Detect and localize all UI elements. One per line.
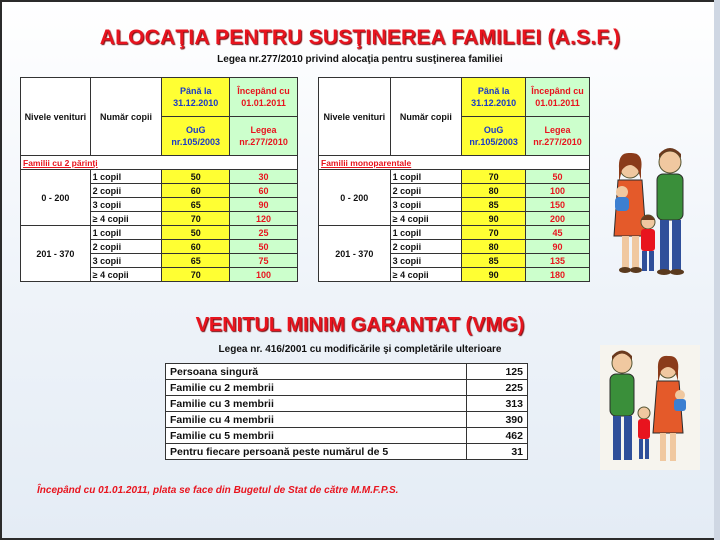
new-amount: 50 bbox=[230, 240, 298, 254]
old-amount: 60 bbox=[162, 240, 230, 254]
table-row bbox=[166, 364, 528, 380]
children-count: 3 copii bbox=[90, 254, 162, 268]
old-amount: 80 bbox=[462, 240, 526, 254]
vmg-value: 125 bbox=[467, 364, 528, 380]
vmg-label: Familie cu 2 membrii bbox=[166, 380, 467, 396]
range-label: 0 - 200 bbox=[319, 170, 391, 226]
section-label: Familii monoparentale bbox=[319, 156, 462, 170]
header-pana-la: Până la 31.12.2010 bbox=[162, 78, 230, 117]
header-oug: OuG nr.105/2003 bbox=[462, 117, 526, 156]
range-label: 201 - 370 bbox=[319, 226, 391, 282]
children-count: 1 copil bbox=[90, 226, 162, 240]
family-with-two-parents-icon bbox=[600, 140, 700, 290]
table-row bbox=[166, 412, 528, 428]
new-amount: 75 bbox=[230, 254, 298, 268]
old-amount: 60 bbox=[162, 184, 230, 198]
header-pana-la: Până la 31.12.2010 bbox=[462, 78, 526, 117]
header-incepand: Începând cu 01.01.2011 bbox=[230, 78, 298, 117]
children-count: 1 copil bbox=[390, 226, 462, 240]
vmg-value: 313 bbox=[467, 396, 528, 412]
children-count: 2 copii bbox=[390, 240, 462, 254]
header-numar-copii: Număr copii bbox=[90, 78, 162, 156]
range-label: 201 - 370 bbox=[21, 226, 91, 282]
footer-note: Începând cu 01.01.2011, plata se face din Bugetul de Stat de către M.M.F.P.S. bbox=[37, 485, 399, 496]
children-count: ≥ 4 copii bbox=[90, 212, 162, 226]
new-amount: 120 bbox=[230, 212, 298, 226]
children-count: ≥ 4 copii bbox=[390, 268, 462, 282]
children-count: 3 copii bbox=[390, 198, 462, 212]
asf-table-two-parents bbox=[20, 77, 298, 282]
vmg-table bbox=[165, 363, 528, 460]
new-amount: 135 bbox=[526, 254, 590, 268]
vmg-label: Pentru fiecare persoană peste numărul de 5 bbox=[166, 444, 467, 460]
vmg-label: Familie cu 3 membrii bbox=[166, 396, 467, 412]
header-legea: Legea nr.277/2010 bbox=[526, 117, 590, 156]
header-numar-copii: Număr copii bbox=[390, 78, 462, 156]
vmg-value: 390 bbox=[467, 412, 528, 428]
new-amount: 60 bbox=[230, 184, 298, 198]
children-count: ≥ 4 copii bbox=[90, 268, 162, 282]
page-title: ALOCAŢIA PENTRU SUSŢINEREA FAMILIEI (A.S.F.) bbox=[99, 26, 621, 49]
old-amount: 90 bbox=[462, 268, 526, 282]
old-amount: 70 bbox=[462, 226, 526, 240]
table-row bbox=[166, 428, 528, 444]
section-label: Familii cu 2 părinţi bbox=[21, 156, 162, 170]
table-row bbox=[166, 444, 528, 460]
header-incepand: Începând cu 01.01.2011 bbox=[526, 78, 590, 117]
old-amount: 70 bbox=[162, 212, 230, 226]
new-amount: 25 bbox=[230, 226, 298, 240]
children-count: 1 copil bbox=[90, 170, 162, 184]
vmg-value: 31 bbox=[467, 444, 528, 460]
children-count: 2 copii bbox=[390, 184, 462, 198]
old-amount: 85 bbox=[462, 254, 526, 268]
new-amount: 200 bbox=[526, 212, 590, 226]
children-count: 2 copii bbox=[90, 184, 162, 198]
old-amount: 70 bbox=[162, 268, 230, 282]
old-amount: 50 bbox=[162, 226, 230, 240]
children-count: ≥ 4 copii bbox=[390, 212, 462, 226]
old-amount: 90 bbox=[462, 212, 526, 226]
new-amount: 90 bbox=[230, 198, 298, 212]
new-amount: 100 bbox=[230, 268, 298, 282]
asf-table-single-parent bbox=[318, 77, 590, 282]
new-amount: 150 bbox=[526, 198, 590, 212]
new-amount: 45 bbox=[526, 226, 590, 240]
vmg-value: 225 bbox=[467, 380, 528, 396]
new-amount: 50 bbox=[526, 170, 590, 184]
new-amount: 180 bbox=[526, 268, 590, 282]
header-oug: OuG nr.105/2003 bbox=[162, 117, 230, 156]
range-label: 0 - 200 bbox=[21, 170, 91, 226]
vmg-label: Persoana singură bbox=[166, 364, 467, 380]
vmg-value: 462 bbox=[467, 428, 528, 444]
old-amount: 80 bbox=[462, 184, 526, 198]
vmg-title: VENITUL MINIM GARANTAT (VMG) bbox=[195, 314, 525, 336]
old-amount: 50 bbox=[162, 170, 230, 184]
new-amount: 90 bbox=[526, 240, 590, 254]
table-row bbox=[166, 396, 528, 412]
new-amount: 100 bbox=[526, 184, 590, 198]
vmg-label: Familie cu 4 membrii bbox=[166, 412, 467, 428]
header-nivele: Nivele venituri bbox=[21, 78, 91, 156]
children-count: 3 copii bbox=[390, 254, 462, 268]
vmg-label: Familie cu 5 membrii bbox=[166, 428, 467, 444]
header-nivele: Nivele venituri bbox=[319, 78, 391, 156]
family-with-grandparents-icon bbox=[600, 345, 700, 470]
old-amount: 70 bbox=[462, 170, 526, 184]
children-count: 3 copii bbox=[90, 198, 162, 212]
children-count: 2 copii bbox=[90, 240, 162, 254]
children-count: 1 copil bbox=[390, 170, 462, 184]
old-amount: 85 bbox=[462, 198, 526, 212]
table-row bbox=[166, 380, 528, 396]
vmg-subtitle: Legea nr. 416/2001 cu modificările şi completările ulterioare bbox=[218, 344, 502, 355]
page-subtitle: Legea nr.277/2010 privind alocaţia pentru susţinerea familiei bbox=[217, 54, 503, 65]
old-amount: 65 bbox=[162, 198, 230, 212]
header-legea: Legea nr.277/2010 bbox=[230, 117, 298, 156]
old-amount: 65 bbox=[162, 254, 230, 268]
new-amount: 30 bbox=[230, 170, 298, 184]
